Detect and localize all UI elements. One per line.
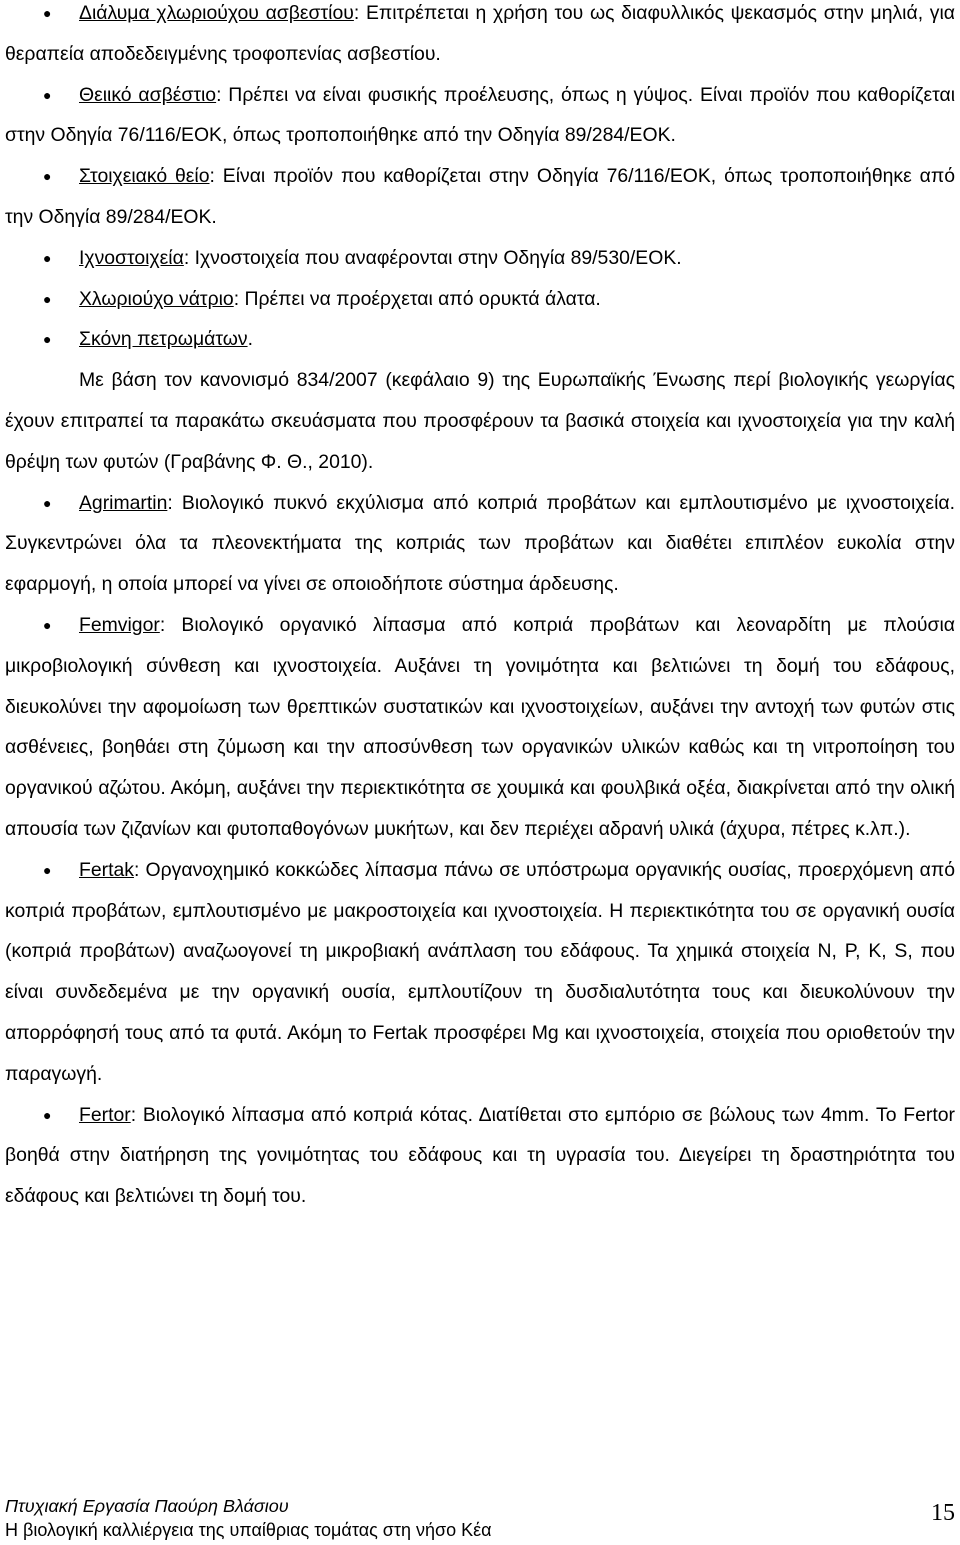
list-item-text: : Πρέπει να προέρχεται από ορυκτά άλατα.	[233, 287, 601, 310]
product-description: : Βιολογικό λίπασμα από κοπριά κότας. Διατίθεται στο εμπόριο σε βώλους των 4mm. Το Fertor βοηθά στην διατήρηση της γονιμότητας του εδάφους και τη υγρασία του. Διεγείρει τη δραστηριότητα του εδάφους και βελτιώνει τη δομή του.	[5, 1103, 955, 1208]
list-item-term: Θειικό ασβέστιο	[79, 83, 217, 106]
bullet-icon: ●	[43, 290, 52, 307]
list-item-text: : Είναι προϊόν που καθορίζεται στην Οδηγία 76/116/ΕΟΚ, όπως τροποποιήθηκε από την Οδηγία 89/284/ΕΟΚ.	[5, 165, 955, 228]
list-item-text: .	[247, 328, 253, 351]
bullet-icon: ●	[43, 168, 52, 185]
document-body	[5, 0, 955, 1217]
list-item	[5, 75, 955, 157]
footer-title: Η βιολογική καλλιέργεια της υπαίθριας τομάτας στη νήσο Κέα	[5, 1520, 492, 1540]
bullet-icon: ●	[43, 249, 52, 266]
list-item-term: Σκόνη πετρωμάτων	[79, 328, 248, 351]
list-item-text: : Πρέπει να είναι φυσικής προέλευσης, όπως η γύψος. Είναι προϊόν που καθορίζεται στην Οδηγία 76/116/ΕΟΚ, όπως τροποποιήθηκε από την Οδηγία 89/284/ΕΟΚ.	[5, 83, 956, 147]
bullet-icon: ●	[43, 86, 52, 103]
list-item	[5, 319, 955, 360]
list-item	[5, 279, 955, 320]
page-footer	[5, 1494, 955, 1542]
product-item	[5, 483, 955, 605]
list-item-term: Διάλυμα χλωριούχου ασβεστίου	[79, 2, 354, 24]
list-item	[5, 156, 955, 238]
product-name: Fertak	[79, 858, 134, 881]
bullet-icon: ●	[43, 494, 52, 511]
list-item	[5, 0, 955, 75]
product-description: : Οργανοχημικό κοκκώδες λίπασμα πάνω σε υπόστρωμα οργανικής ουσίας, προερχόμενη από κοπριά προβάτων, εμπλουτισμένο με μακροστοιχεία και ιχνοστοιχεία. Η περιεκτικότητα του σε οργανική ουσία (κοπριά προβάτων) αναζωογονεί τη μικροβιακή ανάπλαση του εδάφους. Τα χημικά στοιχεία N, P, K, S, που είναι συνδεδεμένα με την οργανική ουσία, εμπλουτίζουν τη δυσδιαλυτότητα τους και διευκολύνουν την απορρόφησή τους από τα φυτά. Ακόμη το Fertak προσφέρει Mg και ιχνοστοιχεία, στοιχεία που οριοθετούν την παραγωγή.	[5, 858, 955, 1085]
bullet-icon: ●	[43, 861, 52, 878]
footer-author: Πτυχιακή Εργασία Παούρη Βλάσιου	[5, 1496, 289, 1516]
product-item	[5, 605, 955, 850]
body-paragraph: Με βάση τον κανονισμό 834/2007 (κεφάλαιο 9) της Ευρωπαϊκής Ένωσης περί βιολογικής γεωργίας έχουν επιτραπεί τα παρακάτω σκευάσματα που προσφέρουν τα βασικά στοιχεία και ιχνοστοιχεία για την καλή θρέψη των φυτών (Γραβάνης Φ. Θ., 2010).	[5, 369, 955, 473]
bullet-icon: ●	[43, 1106, 52, 1123]
page-number: 15	[931, 1500, 955, 1526]
product-description: : Βιολογικό οργανικό λίπασμα από κοπριά προβάτων και λεοναρδίτη με πλούσια μικροβιολογική σύνθεση και ιχνοστοιχεία. Αυξάνει τη γονιμότητα και βελτιώνει τη δομή του εδάφους, διευκολύνει την αφομοίωση των θρεπτικών συστατικών και ιχνοστοιχείων, αυξάνει την αντοχή των φυτών στις ασθένειες, βοηθάει στη ζύμωση και την αποσύνθεση των οργανικών υλικών καθώς και τη νιτροποίηση του οργανικού αζώτου. Ακόμη, αυξάνει την περιεκτικότητα σε χουμικά και φουλβικά οξέα, διακρίνεται από την ολική απουσία των ζιζανίων και φυτοπαθογόνων μυκήτων, και δεν περιέχει αδρανή υλικά (άχυρα, πέτρες κ.λπ.).	[5, 613, 955, 840]
list-item-term: Ιχνοστοιχεία	[79, 246, 184, 269]
product-item	[5, 1095, 955, 1217]
list-item-text: : Επιτρέπεται η χρήση του ως διαφυλλικός ψεκασμός στην μηλιά, για θεραπεία αποδεδειγμένης τροφοπενίας ασβεστίου.	[5, 2, 955, 65]
document-page	[5, 0, 955, 1217]
list-item-term: Στοιχειακό θείο	[79, 165, 210, 188]
list-item	[5, 238, 955, 279]
bullet-icon: ●	[43, 331, 52, 348]
product-name: Femvigor	[79, 613, 160, 636]
product-name: Agrimartin	[79, 491, 168, 514]
product-description: : Βιολογικό πυκνό εκχύλισμα από κοπριά προβάτων και εμπλουτισμένο με ιχνοστοιχεία. Συγκεντρώνει όλα τα πλεονεκτήματα της κοπριάς των προβάτων και διαθέτει επιπλέον ευκολία στην εφαρμογή, η οποία μπορεί να γίνει σε οποιοδήποτε σύστημα άρδευσης.	[5, 491, 955, 596]
list-item-term: Χλωριούχο νάτριο	[79, 287, 234, 310]
list-item-text: : Ιχνοστοιχεία που αναφέρονται στην Οδηγία 89/530/ΕΟΚ.	[183, 246, 682, 269]
product-name: Fertor	[79, 1103, 131, 1126]
bullet-icon: ●	[43, 5, 52, 21]
bullet-icon: ●	[43, 616, 52, 633]
product-item	[5, 850, 955, 1095]
